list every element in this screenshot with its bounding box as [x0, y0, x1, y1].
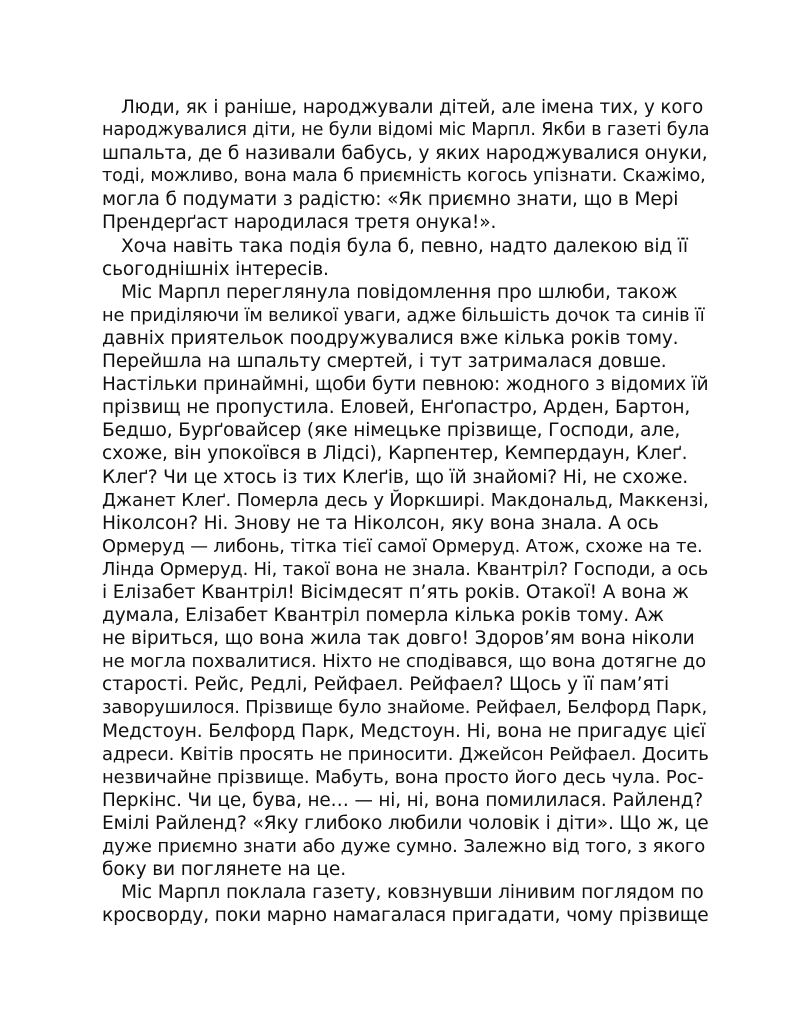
text-line: старості. Рейс, Редлі, Рейфаел. Рейфаел? Щось у її пам’яті [102, 674, 670, 696]
text-line: Клеґ? Чи це хтось із тих Клеґів, що їй знайомі? Ні, не схоже. [102, 466, 689, 488]
text-line: не приділяючи їм великої уваги, адже більшість дочок та синів її [102, 304, 705, 326]
text-line: Бедшо, Бурґовайсер (яке німецьке прізвище, Господи, але, [102, 420, 681, 442]
text-line: не віриться, що вона жила так довго! Здоров’ям вона ніколи [102, 628, 695, 650]
text-line: Міс Марпл переглянула повідомлення про шлюби, також [121, 281, 678, 303]
text-line: Емілі Райленд? «Яку глибоко любили чоловік і діти». Що ж, це [102, 812, 709, 834]
text-line: боку ви поглянете на це. [102, 859, 346, 881]
text-line: Хоча навіть така подія була б, певно, надто далекою від її [121, 235, 688, 257]
text-line: Перкінс. Чи це, бува, не… — ні, ні, вона помилилася. Райленд? [102, 789, 703, 811]
text-line: народжувалися діти, не були відомі міс Марпл. Якби в газеті була [102, 120, 710, 141]
text-line: Перейшла на шпальту смертей, і тут затрималася довше. [102, 351, 667, 373]
text-line: Прендерґаст народилася третя онука!». [102, 212, 497, 234]
text-line: давніх приятельок поодружувалися вже кілька років тому. [102, 327, 679, 349]
text-line: Лінда Ормеруд. Ні, такої вона не знала. Квантріл? Господи, а ось [102, 558, 709, 580]
text-line: шпальта, де б називали бабусь, у яких народжувалися онуки, [102, 143, 708, 165]
text-line: Джанет Клеґ. Померла десь у Йоркширі. Макдональд, Маккензі, [102, 489, 709, 511]
text-line: і Елізабет Квантріл! Вісімдесят п’ять років. Отакої! А вона ж [102, 581, 689, 603]
text-line: могла б подумати з радістю: «Як приємно знати, що в Мері [102, 189, 679, 211]
text-line: дуже приємно знати або дуже сумно. Залежно від того, з якого [102, 836, 706, 857]
text-line: Настільки принаймні, щоби бути певною: жодного з відомих їй [102, 374, 709, 396]
text-line: Люди, як і раніше, народжували дітей, але імена тих, у кого [121, 97, 704, 118]
text-line: Медстоун. Белфорд Парк, Медстоун. Ні, вона не пригадує цієї [102, 720, 706, 742]
text-line: адреси. Квітів просять не приносити. Джейсон Рейфаел. Досить [102, 743, 709, 765]
text-line: не могла похвалитися. Ніхто не сподівався, що вона дотягне до [102, 651, 706, 673]
text-line: думала, Елізабет Квантріл померла кілька років тому. Аж [102, 605, 664, 627]
document-page [102, 96, 708, 927]
text-line: заворушилося. Прізвище було знайоме. Рейфаел, Белфорд Парк, [102, 697, 708, 719]
text-line: тоді, можливо, вона мала б приємність когось упізнати. Скажімо, [102, 166, 706, 187]
text-line: кросворду, поки марно намагалася пригадати, чому прізвище [102, 905, 709, 927]
text-line: Ніколсон? Ні. Знову не та Ніколсон, яку вона знала. А ось [102, 512, 659, 534]
text-line: незвичайне прізвище. Мабуть, вона просто його десь чула. Рос- [102, 766, 704, 788]
text-line: прізвищ не пропустила. Еловей, Енґопастро, Арден, Бартон, [102, 397, 691, 419]
text-line: схоже, він упокоївся в Лідсі), Карпентер, Кемпердаун, Клеґ. [102, 443, 688, 465]
text-line: Ормеруд — либонь, тітка тієї самої Ормеруд. Атож, схоже на те. [102, 535, 703, 557]
text-line: сьогоднішніх інтересів. [102, 258, 329, 280]
text-line: Міс Марпл поклала газету, ковзнувши лінивим поглядом по [121, 882, 704, 904]
